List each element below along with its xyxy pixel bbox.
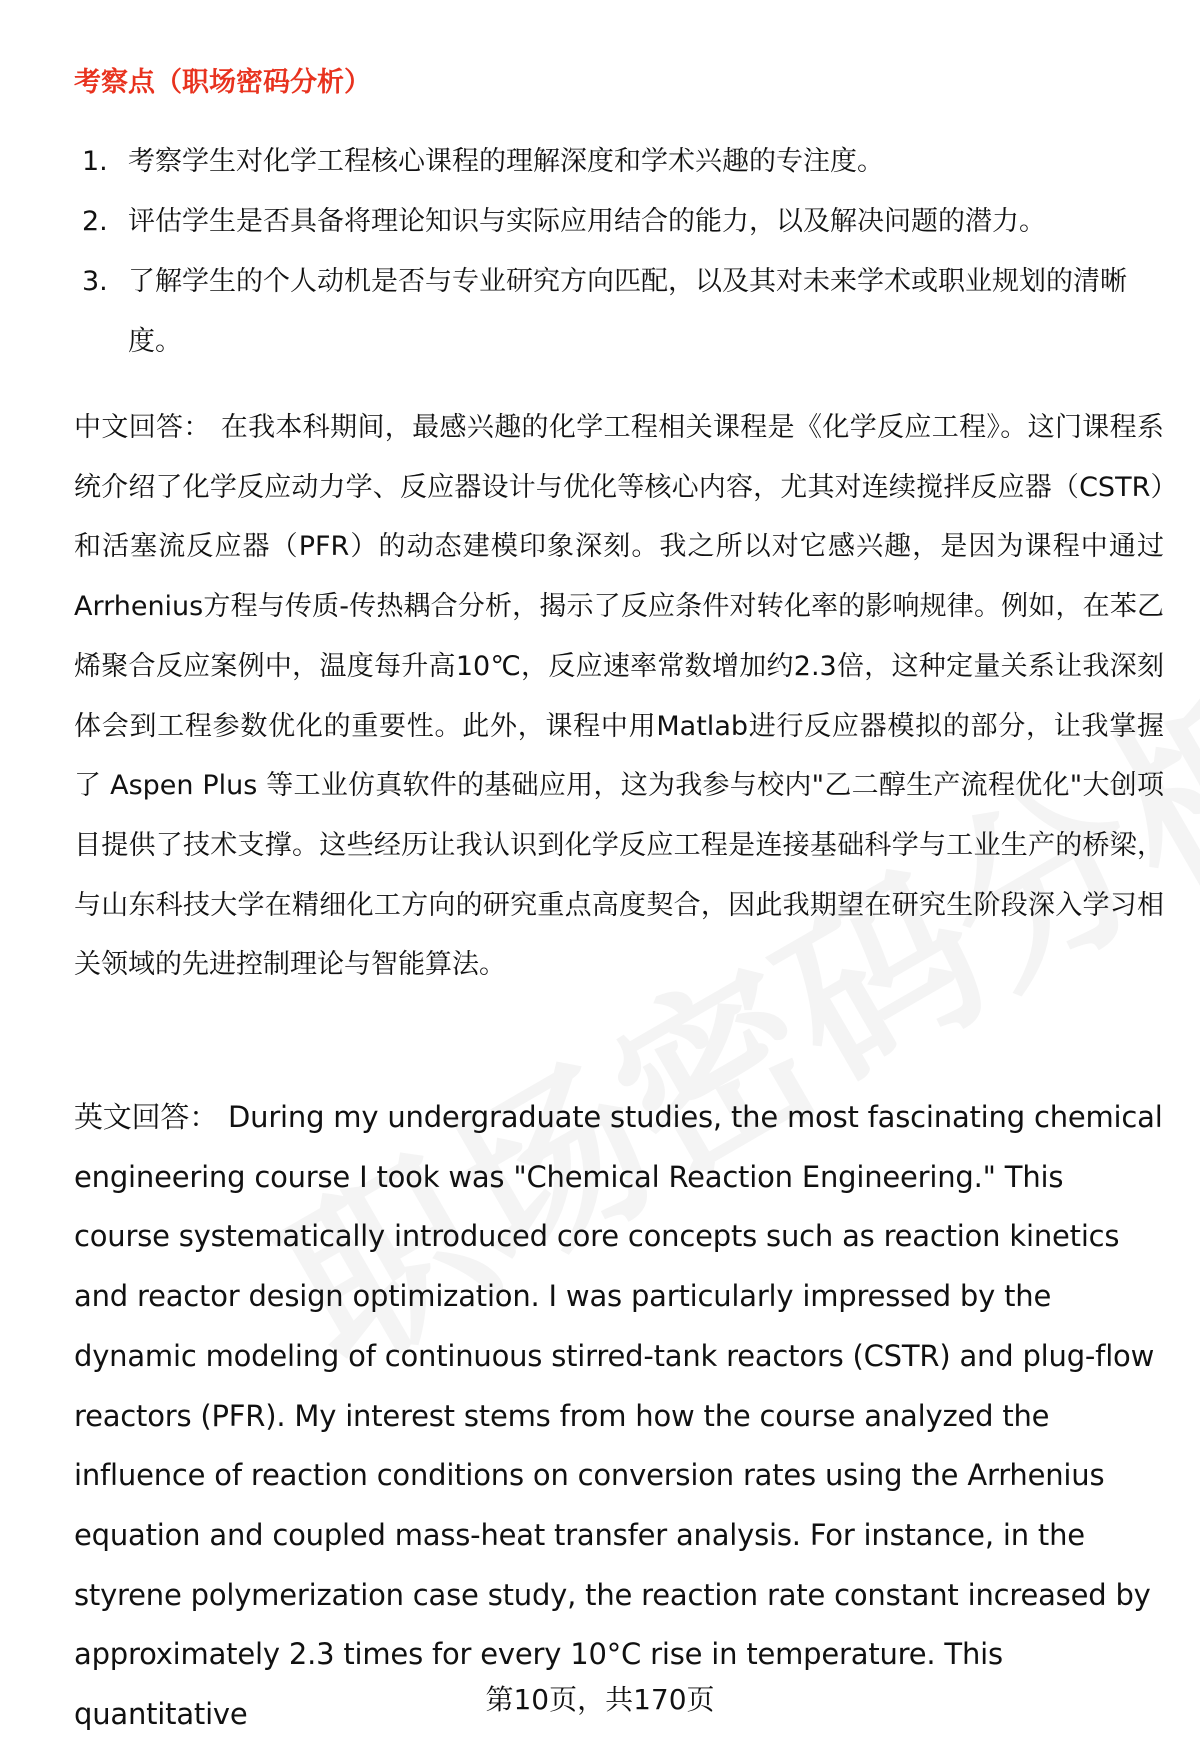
section-title: 考察点（职场密码分析） <box>74 67 371 98</box>
list-item <box>82 192 1162 252</box>
key-points-list <box>82 132 1162 372</box>
list-item-text: 了解学生的个人动机是否与专业研究方向匹配，以及其对未来学术或职业规划的清晰度。 <box>128 266 1127 357</box>
chinese-answer <box>74 398 1164 995</box>
english-answer-text: During my undergraduate studies, the most fascinating chemical engineering course I took was "Chemical Reaction Engineering." This course systematically introduced core concepts such as reaction kinetics and reactor design optimization. I was particularly impressed by the dynamic modeling of continuous stirred-tank reactors (CSTR) and plug-flow reactors (PFR). My interest stems from how the course analyzed the influence of reaction conditions on conversion rates using the Arrhenius equation and coupled mass-heat transfer analysis. For instance, in the styrene polymerization case study, the reaction rate constant increased by approximately 2.3 times for every 10°C rise in temperature. This quantitative <box>74 1100 1163 1732</box>
chinese-answer-text: 在我本科期间，最感兴趣的化学工程相关课程是《化学反应工程》。这门课程系统介绍了化学反应动力学、反应器设计与优化等核心内容，尤其对连续搅拌反应器（CSTR）和活塞流反应器（PFR）的动态建模印象深刻。我之所以对它感兴趣，是因为课程中通过Arrhenius方程与传质-传热耦合分析，揭示了反应条件对转化率的影响规律。例如，在苯乙烯聚合反应案例中，温度每升高10℃，反应速率常数增加约2.3倍，这种定量关系让我深刻体会到工程参数优化的重要性。此外，课程中用Matlab进行反应器模拟的部分，让我掌握了 Aspen Plus 等工业仿真软件的基础应用，这为我参与校内"乙二醇生产流程优化"大创项目提供了技术支撑。这些经历让我认识到化学反应工程是连接基础科学与工业生产的桥梁，与山东科技大学在精细化工方向的研究重点高度契合，因此我期望在研究生阶段深入学习相关领域的先进控制理论与智能算法。 <box>74 412 1165 981</box>
english-answer-label: 英文回答： <box>74 1100 219 1134</box>
chinese-answer-label: 中文回答： <box>74 412 211 443</box>
page-number: 第10页，共170页 <box>485 1683 715 1716</box>
list-item-number: 2. <box>82 206 108 237</box>
list-item-number: 3. <box>82 266 108 297</box>
list-item-number: 1. <box>82 146 108 177</box>
english-answer <box>74 1088 1164 1745</box>
list-item <box>82 132 1162 192</box>
list-item <box>82 252 1162 372</box>
list-item-text: 考察学生对化学工程核心课程的理解深度和学术兴趣的专注度。 <box>128 146 884 177</box>
list-item-text: 评估学生是否具备将理论知识与实际应用结合的能力，以及解决问题的潜力。 <box>128 206 1046 237</box>
